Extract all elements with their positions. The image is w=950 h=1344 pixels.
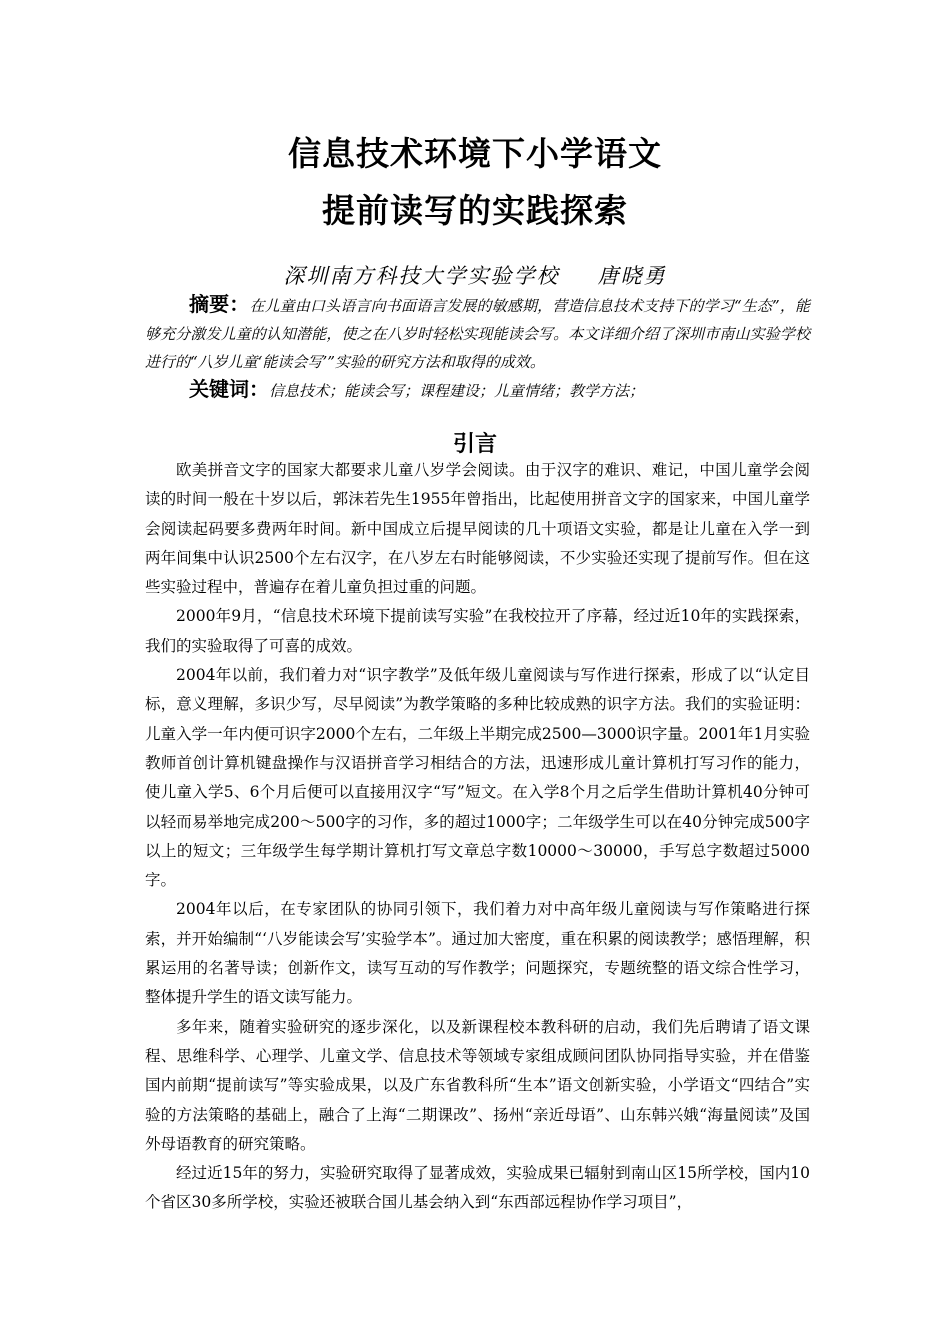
abstract-text: 在儿童由口头语言向书面语言发展的敏感期，营造信息技术支持下的学习“生态”，能够充分激发儿童的认知潜能，使之在八岁时轻松实现能读会写。本文详细介绍了深圳市南山实验学校进行的“八岁儿童‘能读会写’”实验的研究方法和取得的成效。 (145, 297, 811, 371)
keywords-label: 关键词： (189, 377, 269, 401)
paragraph: 多年来，随着实验研究的逐步深化，以及新课程校本教科研的启动，我们先后聘请了语文课程、思维科学、心理学、儿童文学、信息技术等领域专家组成顾问团队协同指导实验，并在借鉴国内前期“提前读写”等实验成果，以及广东省教科所“生本”语文创新实验，小学语文“四结合”实验的方法策略的基础上，融合了上海“二期课改”、扬州“亲近母语”、山东韩兴娥“海量阅读”及国外母语教育的研究策略。 (145, 1017, 810, 1153)
keywords-text: 信息技术；能读会写；课程建设；儿童情绪；教学方法； (269, 382, 645, 400)
keywords (189, 375, 644, 405)
section-title: 引言 (452, 432, 497, 457)
paragraph: 欧美拼音文字的国家大都要求儿童八岁学会阅读。由于汉字的难识、难记，中国儿童学会阅读的时间一般在十岁以后，郭沫若先生1955年曾指出，比起使用拼音文字的国家来，中国儿童学会阅读起码要多费两年时间。新中国成立后提早阅读的几十项语文实验，都是让儿童在入学一到两年间集中认识2500个左右汉字，在八岁左右时能够阅读，不少实验还实现了提前写作。但在这些实验过程中，普遍存在着儿童负担过重的问题。 (145, 461, 810, 597)
author-line (0, 260, 950, 290)
paragraph: 2000年9月，“信息技术环境下提前读写实验”在我校拉开了序幕，经过近10年的实践探索，我们的实验取得了可喜的成效。 (145, 607, 810, 655)
title-line-2: 提前读写的实践探索 (322, 191, 628, 230)
body-text (145, 456, 810, 1218)
abstract (145, 290, 810, 376)
author-name: 唐晓勇 (597, 264, 667, 288)
title-line-1: 信息技术环境下小学语文 (288, 134, 662, 173)
abstract-label: 摘要： (189, 292, 250, 316)
paragraph: 经过近15年的努力，实验研究取得了显著成效，实验成果已辐射到南山区15所学校，国内10个省区30多所学校，实验还被联合国儿基会纳入到“东西部远程协作学习项目”， (145, 1164, 810, 1212)
author-school: 深圳南方科技大学实验学校 (283, 264, 560, 288)
paragraph: 2004年以后，在专家团队的协同引领下，我们着力对中高年级儿童阅读与写作策略进行探索，并开始编制“‘八岁能读会写’实验学本”。通过加大密度，重在积累的阅读教学；感悟理解，积累运用的名著导读；创新作文，读写互动的写作教学；问题探究，专题统整的语文综合性学习，整体提升学生的语文读写能力。 (145, 900, 810, 1007)
paragraph: 2004年以前，我们着力对“识字教学”及低年级儿童阅读与写作进行探索，形成了以“认定目标，意义理解，多识少写，尽早阅读”为教学策略的多种比较成熟的识字方法。我们的实验证明：儿童入学一年内便可识字2000个左右，二年级上半期完成2500—3000识字量。2001年1月实验教师首创计算机键盘操作与汉语拼音学习相结合的方法，迅速形成儿童计算机打写习作的能力，使儿童入学5、6个月后便可以直接用汉字“写”短文。在入学8个月之后学生借助计算机40分钟可以轻而易举地完成200～500字的习作，多的超过1000字；二年级学生可以在40分钟完成500字以上的短文；三年级学生每学期计算机打写文章总字数10000～30000，手写总字数超过5000字。 (145, 666, 810, 890)
